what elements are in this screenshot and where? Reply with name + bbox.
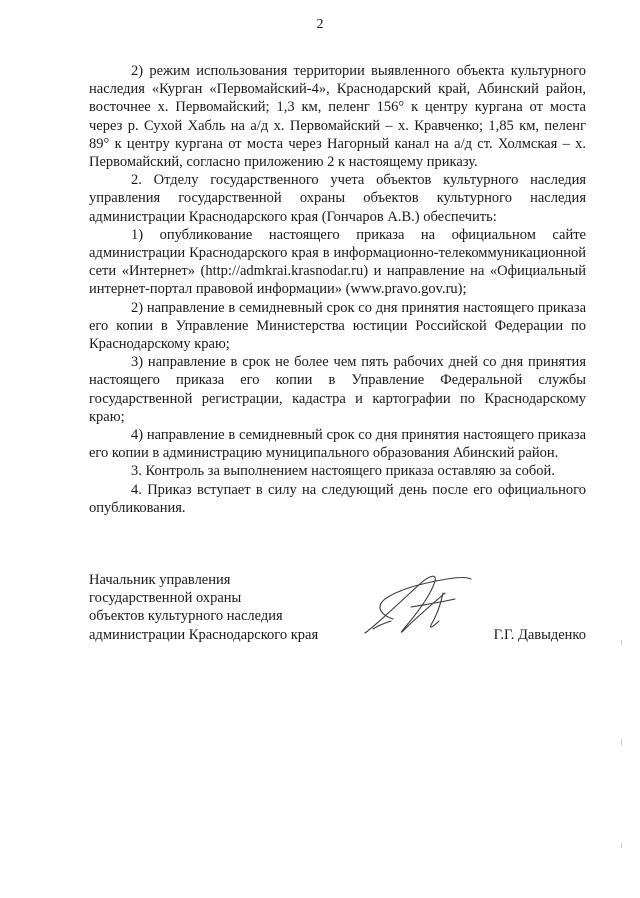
signer-position-line: Начальник управления	[89, 572, 231, 588]
paragraph-item-2-regime: 2) режим использования территории выявленного объекта культурного наследия «Курган «Первомайский-4», Краснодарский край, Абинский район, восточнее х. Первомайский; 1,3 км, пеленг 156° к центру кургана от моста через р. Сухой Хабль на а/д х. Первомайский – х. Кравченко; 1,85 км, пеленг 89° к центру кургана от моста через Нагорный канал на а/д ст. Холмская – х. Первомайский, согласно приложению 2 к настоящему приказу.	[89, 63, 586, 171]
paragraph-item-2-department: 2. Отделу государственного учета объектов культурного наследия управления государственной охраны объектов культурного наследия администрации Краснодарского края (Гончаров А.В.) обеспечить:	[89, 172, 586, 225]
paragraph-subitem-1-publication: 1) опубликование настоящего приказа на официальном сайте администрации Краснодарского края в информационно-телекоммуникационной сети «Интернет» (http://admkrai.krasnodar.ru) и направление на «Официальный интернет-портал правовой информации» (www.pravo.gov.ru);	[89, 226, 586, 298]
signature-block	[89, 571, 586, 651]
paragraph-item-3-control: 3. Контроль за выполнением настоящего приказа оставляю за собой.	[131, 463, 555, 480]
document-body	[89, 62, 586, 517]
scan-edge-mark	[621, 738, 622, 746]
paragraph-subitem-4-municipality: 4) направление в семидневный срок со дня принятия настоящего приказа его копии в администрацию муниципального образования Абинский район.	[89, 427, 586, 462]
page-number: 2	[316, 17, 324, 32]
paragraph-item-4-entry-into-force: 4. Приказ вступает в силу на следующий день после его официального опубликования.	[89, 481, 586, 516]
signer-position	[89, 571, 359, 644]
signer-position-line: объектов культурного наследия	[89, 608, 283, 625]
signer-position-line: администрации Краснодарского края	[89, 626, 319, 643]
signer-position-line: государственной охраны	[89, 590, 242, 607]
scan-edge-mark	[621, 842, 622, 848]
scan-edge-mark	[621, 640, 622, 646]
paragraph-subitem-2-ministry-justice: 2) направление в семидневный срок со дня принятия настоящего приказа его копии в Управление Министерства юстиции Российской Федерации по Краснодарскому краю;	[89, 299, 586, 353]
handwritten-signature	[351, 563, 481, 643]
signer-name: Г.Г. Давыденко	[493, 626, 586, 643]
paragraph-subitem-3-rosreestr: 3) направление в срок не более чем пять рабочих дней со дня принятия настоящего приказа его копии в Управление Федеральной службы государственной регистрации, кадастра и картографии по Краснодарскому краю;	[89, 354, 586, 425]
